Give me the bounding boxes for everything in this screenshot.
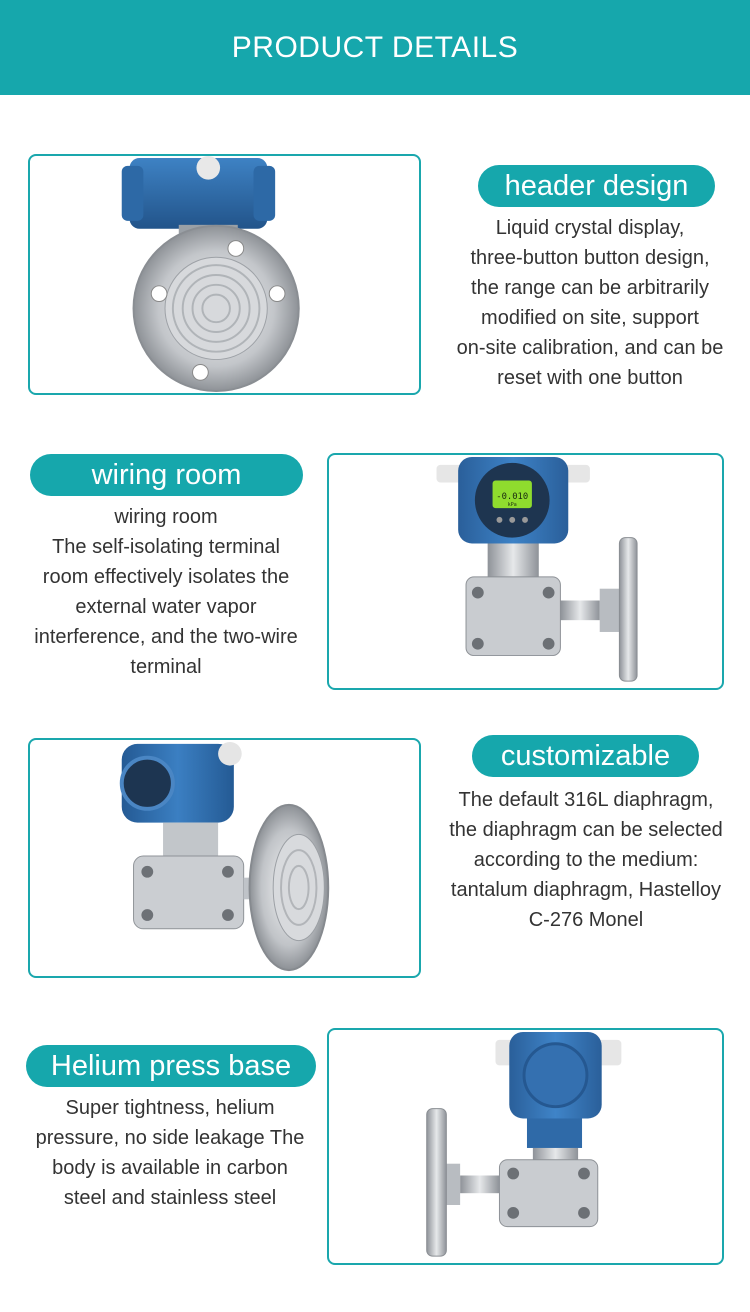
page-title: PRODUCT DETAILS (231, 30, 519, 64)
transmitter-side-view-image (329, 1030, 722, 1263)
section-heading-wiring-room: wiring room (30, 454, 303, 496)
lcd-readout: -0.010 (496, 492, 529, 503)
section-description-customizable: The default 316L diaphragm, the diaphragm can be selected according to the medium: tantalum diaphragm, Hastelloy C-276 Monel (449, 789, 723, 931)
page-header (0, 0, 750, 95)
transmitter-with-lcd-image (329, 455, 722, 688)
section-description-header-design: Liquid crystal display, three-button button design, the range can be arbitrarily modified on site, support on-site calibration, and can be reset with one button (456, 217, 724, 389)
section-heading-helium-press-base: Helium press base (26, 1045, 316, 1087)
product-image-frame-wiring-room (327, 453, 724, 690)
transmitter-flange-image (30, 740, 419, 976)
lcd-unit: kPa (507, 502, 517, 509)
product-image-frame-customizable (28, 738, 421, 978)
section-heading-header-design: header design (478, 165, 715, 207)
section-heading-customizable: customizable (472, 735, 699, 777)
product-image-frame-header-design (28, 154, 421, 395)
transmitter-top-view-image (30, 156, 419, 393)
product-image-frame-helium-press-base (327, 1028, 724, 1265)
section-description-helium-press-base: Super tightness, helium pressure, no side leakage The body is available in carbon steel and stainless steel (35, 1097, 305, 1209)
section-description-wiring-room: wiring room The self-isolating terminal room effectively isolates the external water vapor interference, and the two-wire terminal (34, 506, 298, 678)
